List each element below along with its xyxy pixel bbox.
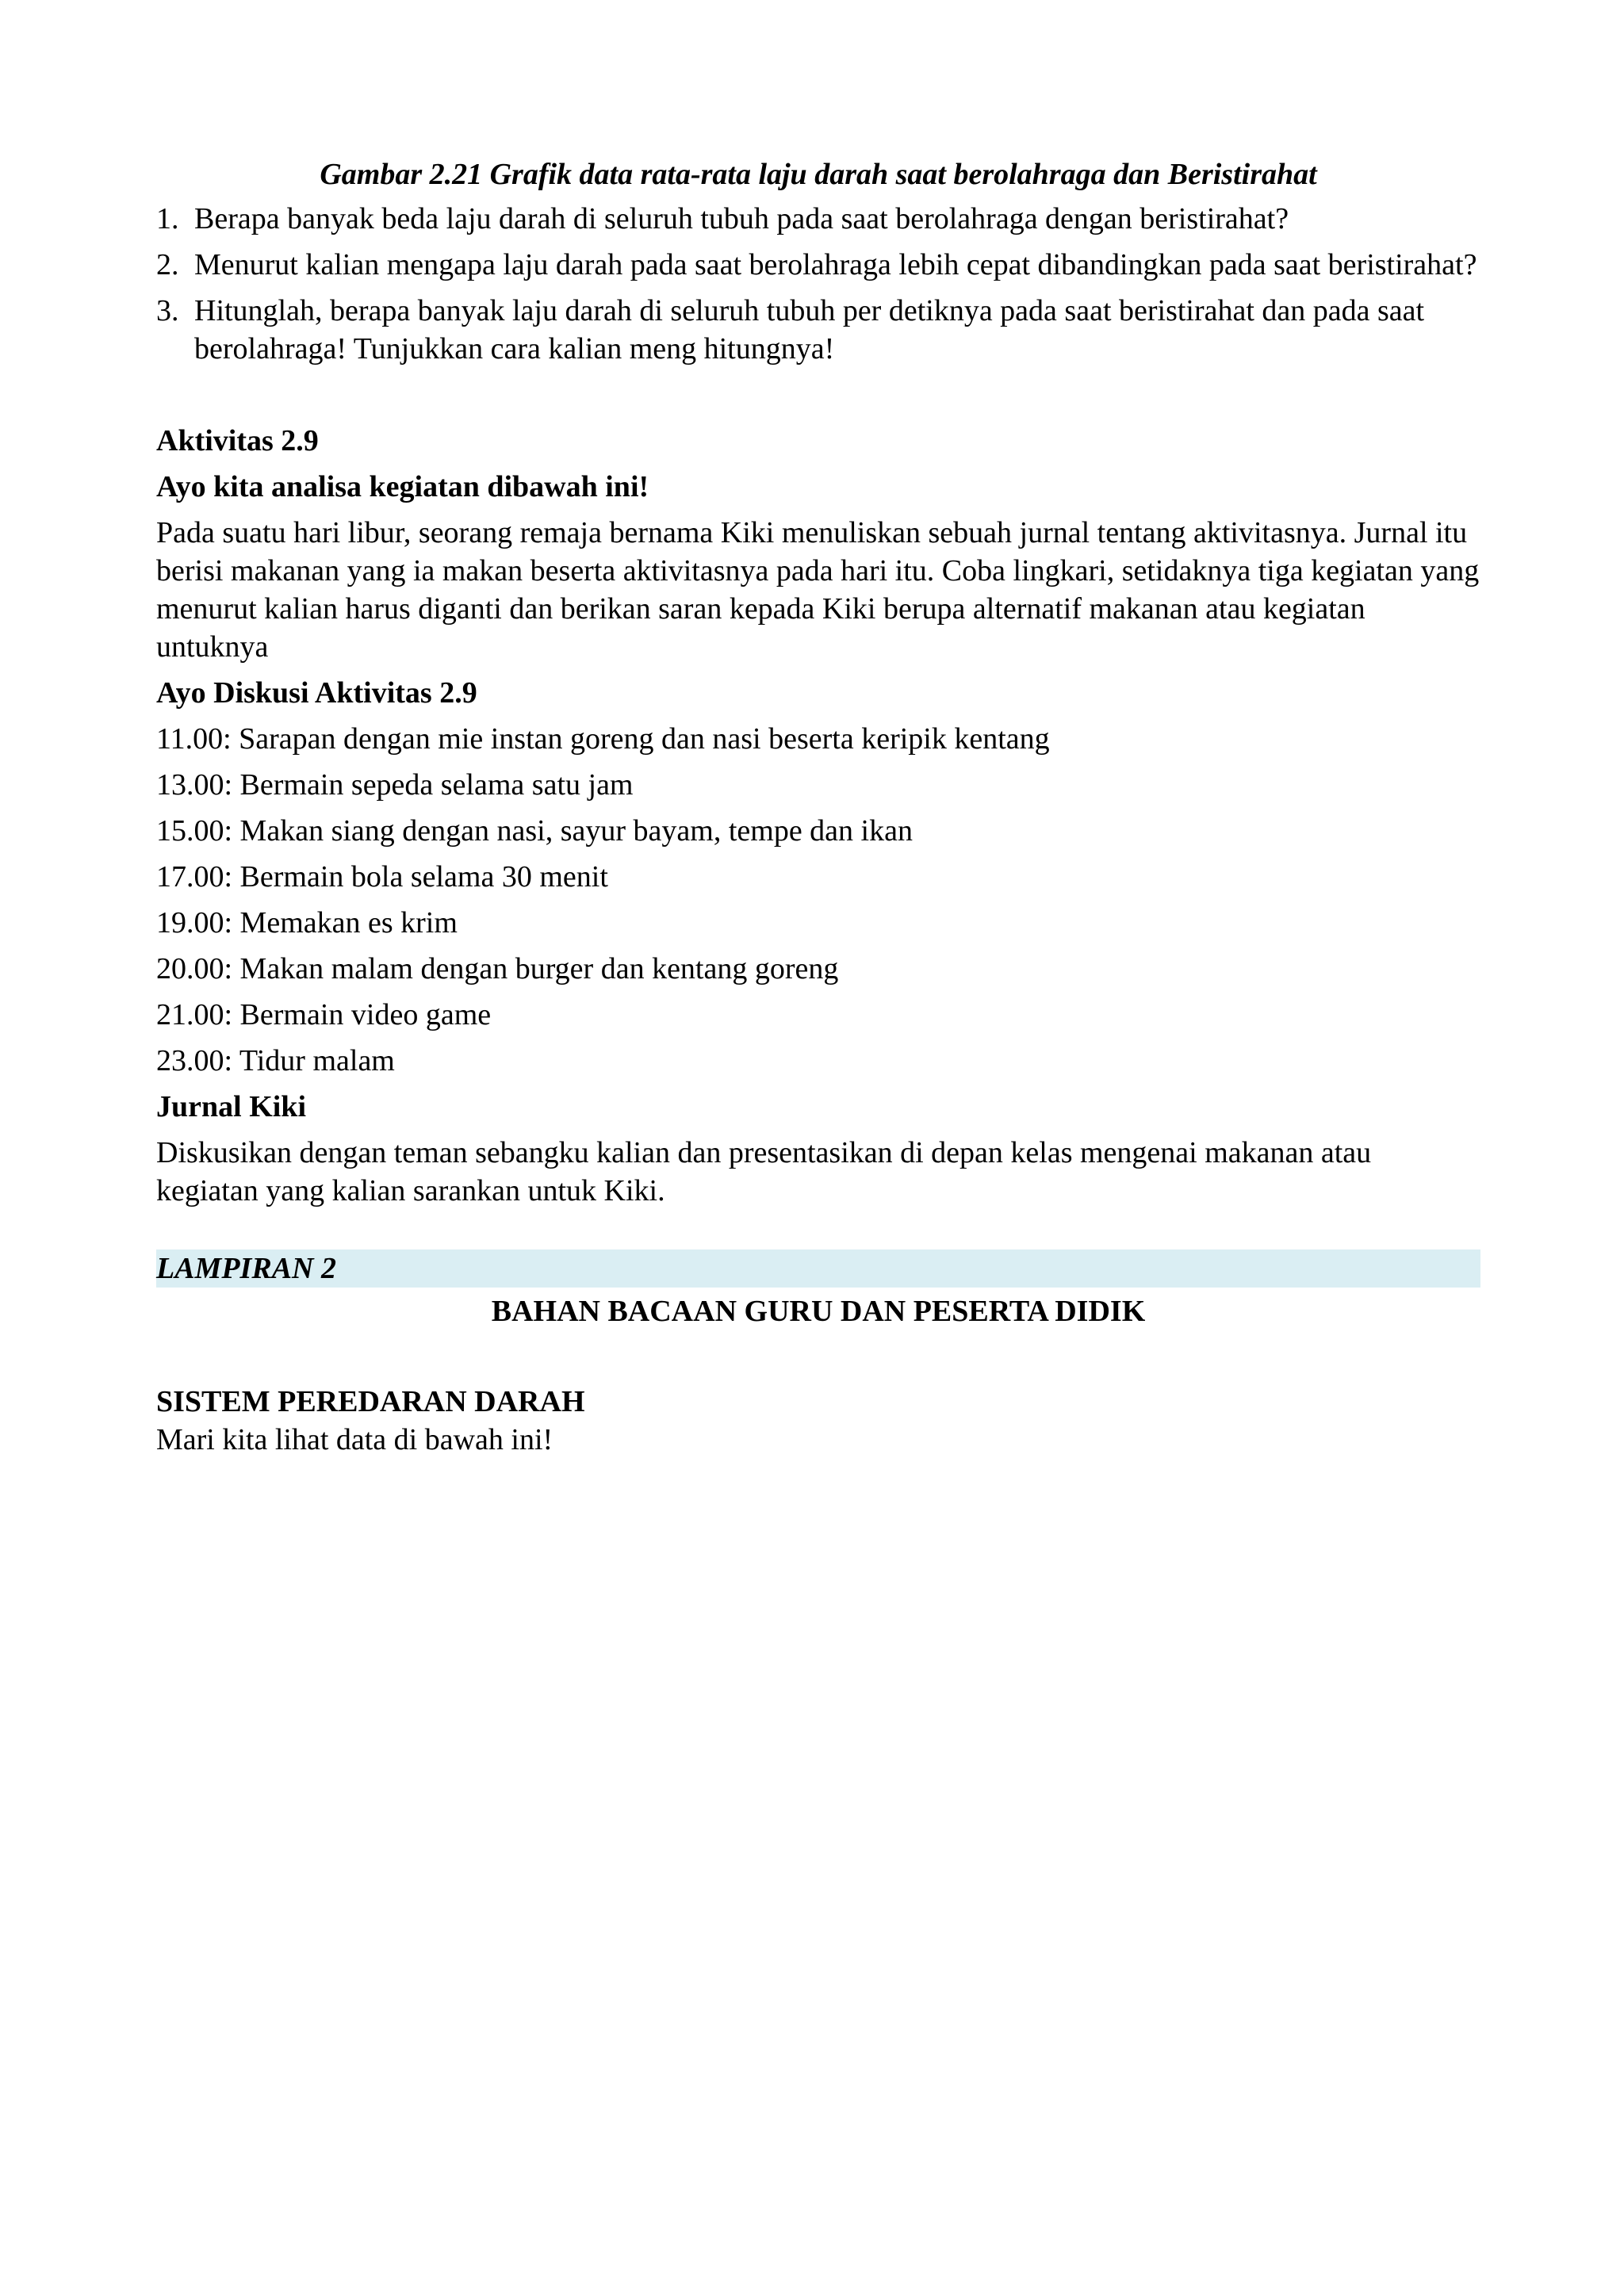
- journal-body: Diskusikan dengan teman sebangku kalian dan presentasikan di depan kelas mengenai makanan atau kegiatan yang kalian sarankan untuk Kiki.: [156, 1136, 1372, 1207]
- schedule-item: 13.00: Bermain sepeda selama satu jam: [156, 768, 634, 802]
- schedule-item: 21.00: Bermain video game: [156, 998, 492, 1031]
- schedule-item: 23.00: Tidur malam: [156, 1044, 395, 1077]
- appendix-title: BAHAN BACAAN GURU DAN PESERTA DIDIK: [491, 1295, 1146, 1328]
- schedule-item: 17.00: Bermain bola selama 30 menit: [156, 860, 608, 894]
- question-number: 2.: [156, 248, 179, 281]
- spacer: [156, 376, 1480, 422]
- schedule-item: 19.00: Memakan es krim: [156, 906, 458, 939]
- activity-body: Pada suatu hari libur, seorang remaja bernama Kiki menuliskan sebuah jurnal tentang aktivitasnya. Jurnal itu berisi makanan yang ia makan beserta aktivitasnya pada hari itu. Coba lingkari, setidaknya tiga kegiatan yang menurut kalian harus diganti dan berikan saran kepada Kiki berupa alternatif makanan atau kegiatan untuknya: [156, 516, 1480, 664]
- question-item: [156, 200, 1480, 238]
- journal-title: Jurnal Kiki: [156, 1090, 306, 1123]
- question-item: [156, 246, 1480, 284]
- figure-caption: Gambar 2.21 Grafik data rata-rata laju darah saat berolahraga dan Beristirahat: [320, 158, 1317, 191]
- question-text: Menurut kalian mengapa laju darah pada saat berolahraga lebih cepat dibandingkan pada saat beristirahat?: [194, 248, 1477, 281]
- question-list: [156, 200, 1480, 368]
- question-number: 3.: [156, 294, 179, 327]
- document-page: [156, 155, 1480, 1459]
- question-number: 1.: [156, 202, 179, 235]
- question-text: Berapa banyak beda laju darah di seluruh tubuh pada saat berolahraga dengan beristirahat?: [194, 202, 1289, 235]
- question-item: [156, 292, 1480, 368]
- discussion-title: Ayo Diskusi Aktivitas 2.9: [156, 676, 477, 710]
- section-body: Mari kita lihat data di bawah ini!: [156, 1423, 553, 1456]
- activity-title: Aktivitas 2.9: [156, 424, 319, 457]
- schedule-item: 20.00: Makan malam dengan burger dan kentang goreng: [156, 952, 839, 985]
- appendix-label-bar: LAMPIRAN 2: [156, 1249, 1480, 1288]
- schedule-item: 11.00: Sarapan dengan mie instan goreng dan nasi beserta keripik kentang: [156, 722, 1050, 756]
- schedule-item: 15.00: Makan siang dengan nasi, sayur bayam, tempe dan ikan: [156, 814, 913, 848]
- section-title: SISTEM PEREDARAN DARAH: [156, 1385, 585, 1418]
- question-text: Hitunglah, berapa banyak laju darah di seluruh tubuh per detiknya pada saat beristirahat dan pada saat berolahraga! Tunjukkan cara kalian meng hitungnya!: [194, 294, 1425, 365]
- schedule-list: [156, 720, 1480, 1080]
- activity-subtitle: Ayo kita analisa kegiatan dibawah ini!: [156, 470, 649, 503]
